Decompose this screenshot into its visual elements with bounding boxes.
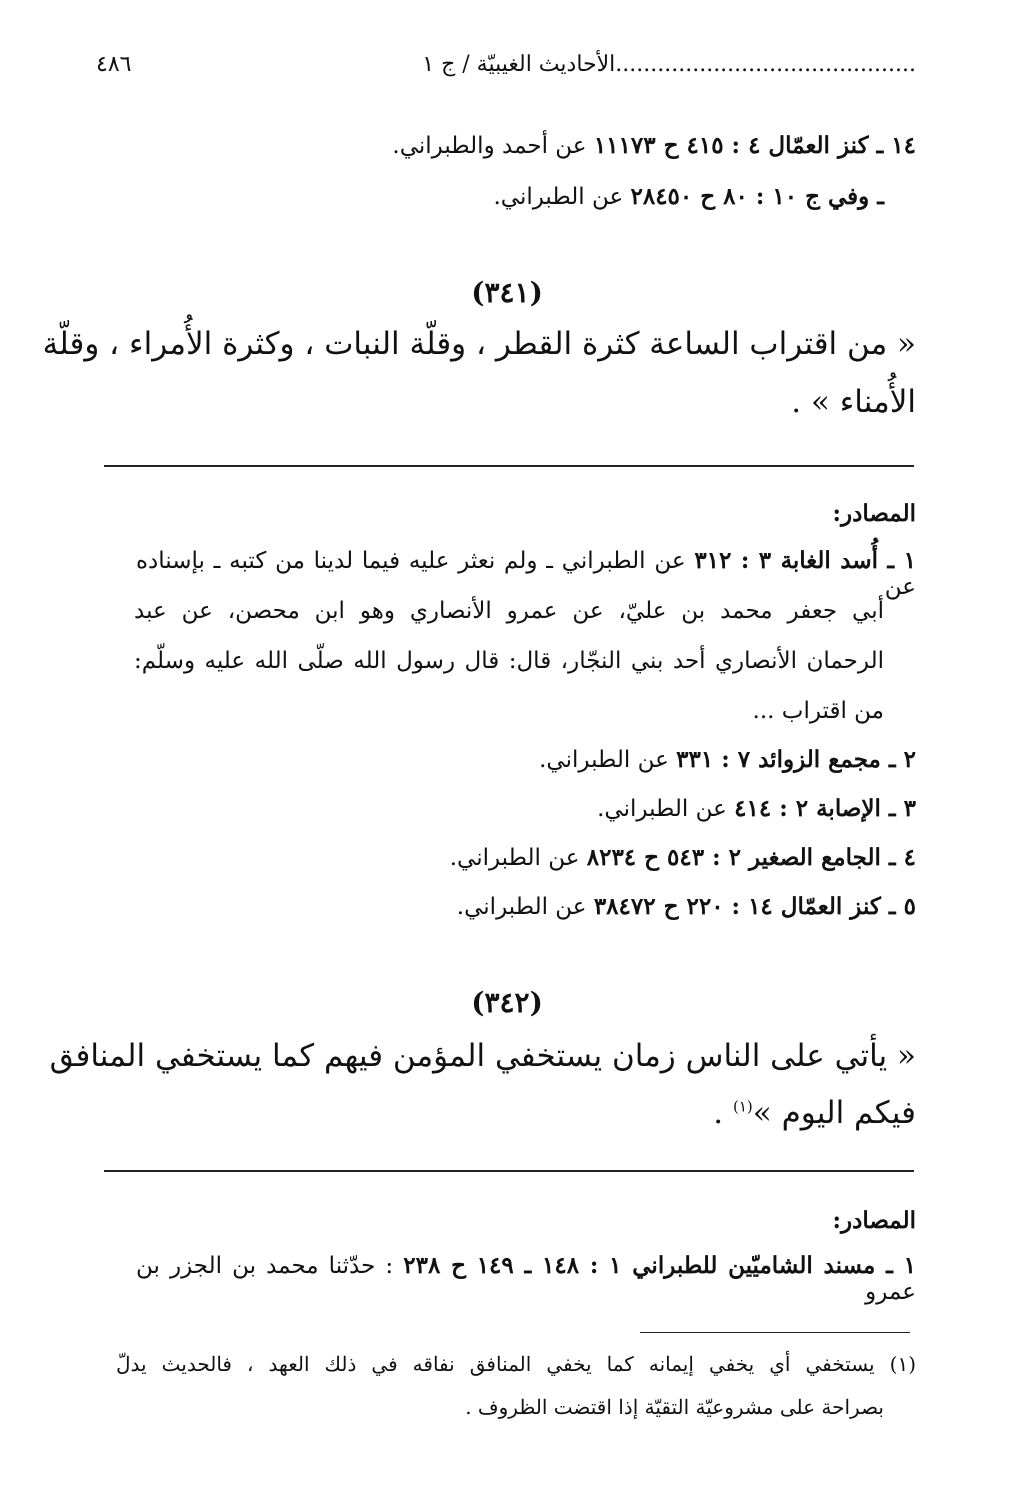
page-header — [96, 52, 916, 77]
source-text: عن الطبراني. — [449, 845, 587, 871]
section-divider — [104, 1170, 914, 1172]
source-line-14 — [392, 132, 916, 159]
source-text: عن الطبراني. — [493, 184, 631, 210]
source-text: عن الطبراني. — [539, 747, 677, 773]
hadith-text-line-1: « يأتي على الناس زمان يستخفي المؤمن فيهم كما يستخفي المنافق — [49, 1038, 916, 1074]
hadith-text: فيكم اليوم » — [752, 1095, 916, 1131]
footnote-ref[interactable]: (١) — [732, 1097, 753, 1116]
hadith-number-341: (٣٤١) — [471, 276, 543, 309]
hadith-text-end: . — [713, 1095, 733, 1131]
footnote-line-1: (١) يستخفي أي يخفي إيمانه كما يخفي المنافق نفاقه في ذلك العهد ، فالحديث يدلّ — [116, 1352, 916, 1376]
source-item-5 — [457, 893, 916, 920]
source-item-1-line-4: من اقتراب ... — [752, 698, 884, 724]
hadith-text-line-2 — [713, 1095, 916, 1131]
hadith-text-line-1: « من اقتراب الساعة كثرة القطر ، وقلّة النبات ، وكثرة الأُمراء ، وقلّة — [42, 326, 916, 362]
page-number: ٤٨٦ — [96, 52, 132, 77]
source-item-1 — [136, 1252, 916, 1305]
source-text: عن الطبراني ـ ولم نعثر عليه فيما لدينا من كتبه ـ بإسناده عن — [136, 548, 916, 600]
source-ref: ٤ ـ الجامع الصغير ٢ : ٥٤٣ ح ٨٢٣٤ — [586, 844, 916, 871]
source-item-4 — [450, 844, 916, 871]
hadith-number-342: (٣٤٢) — [471, 986, 543, 1019]
source-ref: ٣ ـ الإصابة ٢ : ٤١٤ — [734, 795, 916, 822]
source-text: : حدّثنا محمد بن الجزر بن عمرو — [136, 1253, 916, 1305]
source-text: عن الطبراني. — [456, 894, 594, 920]
source-item-3 — [597, 795, 916, 822]
section-divider — [104, 465, 914, 467]
source-ref: ١٤ ـ كنز العمّال ٤ : ٤١٥ ح ١١١٧٣ — [593, 132, 916, 159]
source-item-1-line-1 — [136, 547, 916, 600]
source-item-1-line-3: الرحمان الأنصاري أحد بني النجّار، قال: قال رسول الله صلّى الله عليه وسلّم: — [134, 648, 884, 674]
source-ref: ١ ـ أُسد الغابة ٣ : ٣١٢ — [694, 547, 916, 574]
footnote-divider — [640, 1332, 910, 1333]
source-text: عن أحمد والطبراني. — [392, 133, 594, 159]
hadith-text-line-2: الأُمناء » . — [791, 384, 916, 420]
running-title: ...........................................الأحاديث الغيبيّة / ج ١ — [422, 52, 916, 77]
source-item-1-line-2: أبي جعفر محمد بن عليّ، عن عمرو الأنصاري وهو ابن محصن، عن عبد — [134, 598, 884, 624]
source-ref: ١ ـ مسند الشاميّين للطبراني ١ : ١٤٨ ـ ١٤٩ ح ٢٣٨ — [403, 1252, 916, 1279]
source-item-2 — [539, 746, 916, 773]
source-ref: ـ وفي ج ١٠ : ٨٠ ح ٢٨٤٥٠ — [630, 183, 884, 210]
source-text: عن الطبراني. — [597, 796, 735, 822]
sources-heading: المصادر: — [832, 500, 916, 527]
source-ref: ٥ ـ كنز العمّال ١٤ : ٢٢٠ ح ٣٨٤٧٢ — [593, 893, 916, 920]
sources-heading: المصادر: — [832, 1207, 916, 1234]
source-line-14-cont — [493, 183, 884, 210]
footnote-line-2: بصراحة على مشروعيّة التقيّة إذا اقتضت الظروف . — [465, 1395, 884, 1419]
source-ref: ٢ ـ مجمع الزوائد ٧ : ٣٣١ — [676, 746, 916, 773]
